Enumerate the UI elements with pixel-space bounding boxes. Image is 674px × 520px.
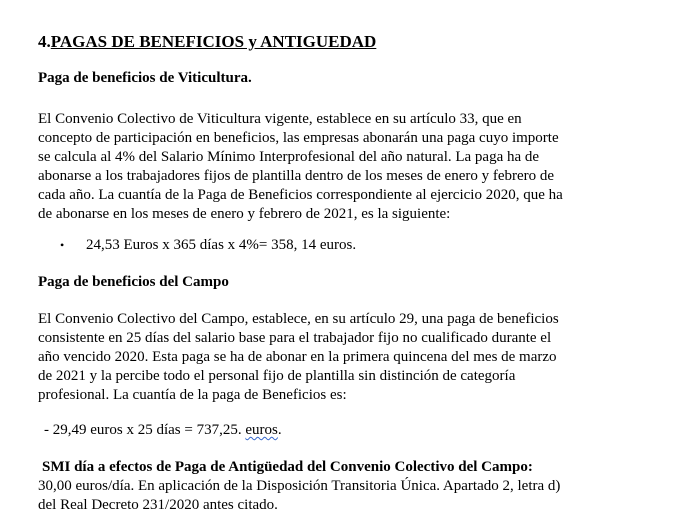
campo-paragraph-line: año vencido 2020. Esta paga se ha de abonar en la primera quincena del mes de marzo [38, 349, 557, 365]
viticultura-paragraph-line: se calcula al 4% del Salario Mínimo Interprofesional del año natural. La paga ha de [38, 149, 540, 165]
smi-line: 30,00 euros/día. En aplicación de la Disposición Transitoria Única. Apartado 2, letra d) [38, 478, 561, 494]
campo-calc-prefix: - 29,49 euros x 25 días = 737,25. [44, 422, 246, 438]
campo-heading: Paga de beneficios del Campo [38, 274, 229, 290]
spellcheck-word: euros [245, 422, 278, 438]
campo-calc-suffix: . [277, 422, 282, 438]
campo-paragraph-line: consistente en 25 días del salario base para el trabajador fijo no cualificado durante el [38, 330, 552, 346]
viticultura-paragraph-line: concepto de participación en beneficios, las empresas abonarán una paga cuyo importe [38, 130, 559, 146]
viticultura-paragraph-line: abonarse a los trabajadores fijos de plantilla dentro de los meses de enero y febrero de [38, 168, 555, 184]
campo-paragraph-line: de 2021 y la percibe todo el personal fijo de plantilla sin distinción de categoría [38, 368, 516, 384]
section-number: 4. [38, 32, 51, 51]
viticultura-paragraph-line: El Convenio Colectivo de Viticultura vigente, establece en su artículo 33, que en [38, 111, 522, 127]
campo-paragraph-line: profesional. La cuantía de la paga de Beneficios es: [38, 387, 347, 403]
section-title-text: PAGAS DE BENEFICIOS y ANTIGUEDAD [50, 32, 377, 51]
viticultura-bullet-text: 24,53 Euros x 365 días x 4%= 358, 14 euros. [86, 237, 357, 253]
smi-line: del Real Decreto 231/2020 antes citado. [38, 497, 278, 513]
viticultura-paragraph-line: de abonarse en los meses de enero y febrero de 2021, es la siguiente: [38, 206, 451, 222]
section-title [38, 32, 376, 51]
campo-calculation [44, 421, 282, 440]
viticultura-heading: Paga de beneficios de Viticultura. [38, 70, 252, 86]
bullet-icon: • [60, 238, 65, 252]
smi-heading: SMI día a efectos de Paga de Antigüedad del Convenio Colectivo del Campo: [42, 459, 533, 475]
viticultura-paragraph-line: cada año. La cuantía de la Paga de Beneficios correspondiente al ejercicio 2020, que ha [38, 187, 563, 203]
campo-paragraph-line: El Convenio Colectivo del Campo, establece, en su artículo 29, una paga de beneficios [38, 311, 559, 327]
